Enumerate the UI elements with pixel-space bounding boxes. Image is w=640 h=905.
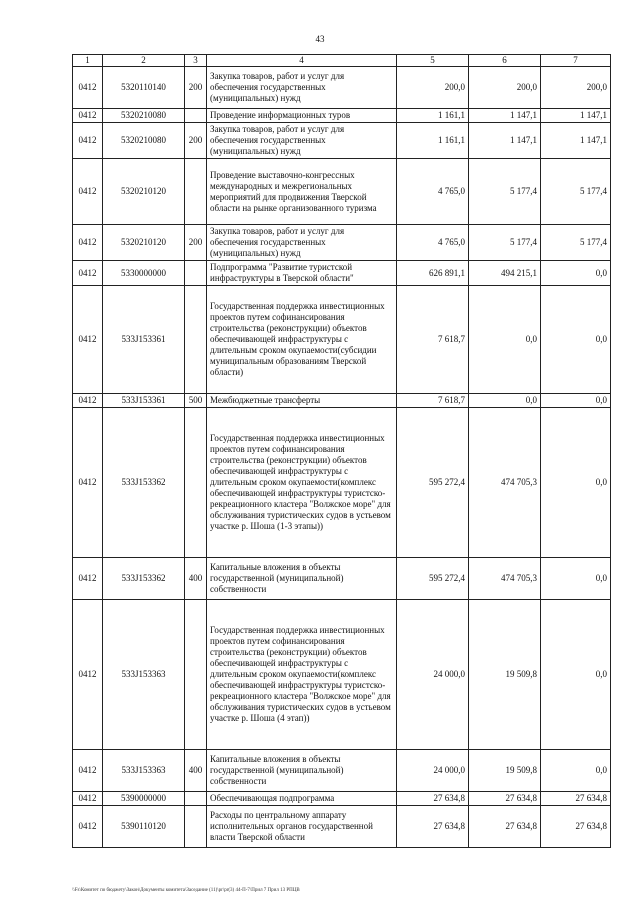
table-row <box>73 792 611 806</box>
table-row <box>73 67 611 109</box>
table-row <box>73 286 611 394</box>
table-row <box>73 394 611 408</box>
target-article-cell: 5390110120 <box>103 806 185 848</box>
amount-year3-cell: 0,0 <box>541 750 611 792</box>
amount-year2-cell: 27 634,8 <box>469 806 541 848</box>
description-cell: Капитальные вложения в объекты государственной (муниципальной) собственности <box>207 750 397 792</box>
expense-type-cell: 400 <box>185 558 207 600</box>
expense-type-cell <box>185 109 207 123</box>
target-article-cell: 5320210120 <box>103 159 185 225</box>
amount-year2-cell: 5 177,4 <box>469 225 541 261</box>
amount-year1-cell: 595 272,4 <box>397 558 469 600</box>
target-article-cell: 5320110140 <box>103 67 185 109</box>
target-article-cell: 5390000000 <box>103 792 185 806</box>
amount-year2-cell: 19 509,8 <box>469 600 541 750</box>
amount-year3-cell: 200,0 <box>541 67 611 109</box>
amount-year3-cell: 27 634,8 <box>541 792 611 806</box>
target-article-cell: 5320210080 <box>103 123 185 159</box>
amount-year2-cell: 1 147,1 <box>469 123 541 159</box>
target-article-cell: 5330000000 <box>103 261 185 286</box>
amount-year1-cell: 24 000,0 <box>397 600 469 750</box>
budget-table <box>72 54 611 848</box>
amount-year2-cell: 19 509,8 <box>469 750 541 792</box>
description-cell: Подпрограмма "Развитие туристской инфраструктуры в Тверской области" <box>207 261 397 286</box>
amount-year1-cell: 1 161,1 <box>397 109 469 123</box>
target-article-cell: 533J153362 <box>103 558 185 600</box>
amount-year1-cell: 27 634,8 <box>397 806 469 848</box>
expense-type-cell: 200 <box>185 67 207 109</box>
description-cell: Капитальные вложения в объекты государственной (муниципальной) собственности <box>207 558 397 600</box>
amount-year3-cell: 0,0 <box>541 408 611 558</box>
expense-type-cell <box>185 792 207 806</box>
table-row <box>73 109 611 123</box>
code-section-cell: 0412 <box>73 750 103 792</box>
table-row <box>73 558 611 600</box>
target-article-cell: 533J153363 <box>103 600 185 750</box>
expense-type-cell <box>185 600 207 750</box>
expense-type-cell <box>185 408 207 558</box>
target-article-cell: 5320210080 <box>103 109 185 123</box>
table-row <box>73 261 611 286</box>
description-cell: Государственная поддержка инвестиционных проектов путем софинансирования строительства (реконструкции) объектов обеспечивающей инфраструктуры с длительным сроком окупаемости(субсидии муниципальным образованиям Тверской области) <box>207 286 397 394</box>
column-header: 2 <box>103 55 185 67</box>
amount-year1-cell: 4 765,0 <box>397 159 469 225</box>
amount-year3-cell: 1 147,1 <box>541 109 611 123</box>
expense-type-cell: 400 <box>185 750 207 792</box>
code-section-cell: 0412 <box>73 394 103 408</box>
column-header: 5 <box>397 55 469 67</box>
column-header: 3 <box>185 55 207 67</box>
amount-year1-cell: 595 272,4 <box>397 408 469 558</box>
amount-year2-cell: 474 705,3 <box>469 408 541 558</box>
description-cell: Проведение выставочно-конгрессных международных и межрегиональных мероприятий для продвижения Тверской области на рынке организованного туризма <box>207 159 397 225</box>
amount-year3-cell: 0,0 <box>541 286 611 394</box>
amount-year1-cell: 27 634,8 <box>397 792 469 806</box>
description-cell: Закупка товаров, работ и услуг для обеспечения государственных (муниципальных) нужд <box>207 67 397 109</box>
description-cell: Государственная поддержка инвестиционных проектов путем софинансирования строительства (реконструкции) объектов обеспечивающей инфраструктуры с длительным сроком окупаемости(комплекс обеспечивающей инфраструктуры туристско-рекреационного кластера "Волжское море" для обслуживания туристических судов в устьевом участке р. Шоша (4 этап)) <box>207 600 397 750</box>
table-row <box>73 225 611 261</box>
expense-type-cell <box>185 159 207 225</box>
description-cell: Проведение информационных туров <box>207 109 397 123</box>
amount-year2-cell: 1 147,1 <box>469 109 541 123</box>
amount-year2-cell: 5 177,4 <box>469 159 541 225</box>
amount-year3-cell: 0,0 <box>541 394 611 408</box>
expense-type-cell: 200 <box>185 123 207 159</box>
amount-year1-cell: 626 891,1 <box>397 261 469 286</box>
code-section-cell: 0412 <box>73 123 103 159</box>
description-cell: Межбюджетные трансферты <box>207 394 397 408</box>
amount-year2-cell: 200,0 <box>469 67 541 109</box>
amount-year2-cell: 0,0 <box>469 394 541 408</box>
code-section-cell: 0412 <box>73 109 103 123</box>
target-article-cell: 533J153361 <box>103 286 185 394</box>
column-header: 4 <box>207 55 397 67</box>
table-row <box>73 123 611 159</box>
code-section-cell: 0412 <box>73 261 103 286</box>
table-row <box>73 750 611 792</box>
amount-year3-cell: 0,0 <box>541 558 611 600</box>
amount-year2-cell: 474 705,3 <box>469 558 541 600</box>
expense-type-cell: 500 <box>185 394 207 408</box>
table-row <box>73 600 611 750</box>
description-cell: Закупка товаров, работ и услуг для обеспечения государственных (муниципальных) нужд <box>207 225 397 261</box>
description-cell: Закупка товаров, работ и услуг для обеспечения государственных (муниципальных) нужд <box>207 123 397 159</box>
amount-year1-cell: 1 161,1 <box>397 123 469 159</box>
table-row <box>73 408 611 558</box>
description-cell: Расходы по центральному аппарату исполнительных органов государственной власти Тверской области <box>207 806 397 848</box>
amount-year3-cell: 0,0 <box>541 600 611 750</box>
amount-year1-cell: 4 765,0 <box>397 225 469 261</box>
table-row <box>73 806 611 848</box>
amount-year1-cell: 24 000,0 <box>397 750 469 792</box>
expense-type-cell <box>185 261 207 286</box>
code-section-cell: 0412 <box>73 408 103 558</box>
amount-year1-cell: 7 618,7 <box>397 394 469 408</box>
footer-file-path: \\Fs\Комитет по бюджету\Закон\Документы комитета\Заседание (11)\pr\pr(3) 44-П-7\Прил 7 Прил 13 РПЦВ <box>72 888 300 893</box>
code-section-cell: 0412 <box>73 225 103 261</box>
amount-year1-cell: 7 618,7 <box>397 286 469 394</box>
amount-year2-cell: 0,0 <box>469 286 541 394</box>
target-article-cell: 533J153363 <box>103 750 185 792</box>
target-article-cell: 533J153362 <box>103 408 185 558</box>
amount-year3-cell: 0,0 <box>541 261 611 286</box>
code-section-cell: 0412 <box>73 67 103 109</box>
amount-year2-cell: 494 215,1 <box>469 261 541 286</box>
amount-year3-cell: 27 634,8 <box>541 806 611 848</box>
amount-year3-cell: 5 177,4 <box>541 225 611 261</box>
code-section-cell: 0412 <box>73 600 103 750</box>
target-article-cell: 5320210120 <box>103 225 185 261</box>
column-header: 6 <box>469 55 541 67</box>
code-section-cell: 0412 <box>73 159 103 225</box>
header-row <box>73 55 611 67</box>
code-section-cell: 0412 <box>73 792 103 806</box>
amount-year3-cell: 5 177,4 <box>541 159 611 225</box>
code-section-cell: 0412 <box>73 806 103 848</box>
column-header: 7 <box>541 55 611 67</box>
amount-year3-cell: 1 147,1 <box>541 123 611 159</box>
expense-type-cell: 200 <box>185 225 207 261</box>
code-section-cell: 0412 <box>73 558 103 600</box>
amount-year1-cell: 200,0 <box>397 67 469 109</box>
code-section-cell: 0412 <box>73 286 103 394</box>
expense-type-cell <box>185 286 207 394</box>
description-cell: Государственная поддержка инвестиционных проектов путем софинансирования строительства (реконструкции) объектов обеспечивающей инфраструктуры с длительным сроком окупаемости(комплекс обеспечивающей инфраструктуры туристско-рекреационного кластера "Волжское море" для обслуживания туристических судов в устьевом участке р. Шоша (1-3 этапы)) <box>207 408 397 558</box>
page-number: 43 <box>315 34 325 44</box>
target-article-cell: 533J153361 <box>103 394 185 408</box>
amount-year2-cell: 27 634,8 <box>469 792 541 806</box>
table-row <box>73 159 611 225</box>
expense-type-cell <box>185 806 207 848</box>
description-cell: Обеспечивающая подпрограмма <box>207 792 397 806</box>
column-header: 1 <box>73 55 103 67</box>
